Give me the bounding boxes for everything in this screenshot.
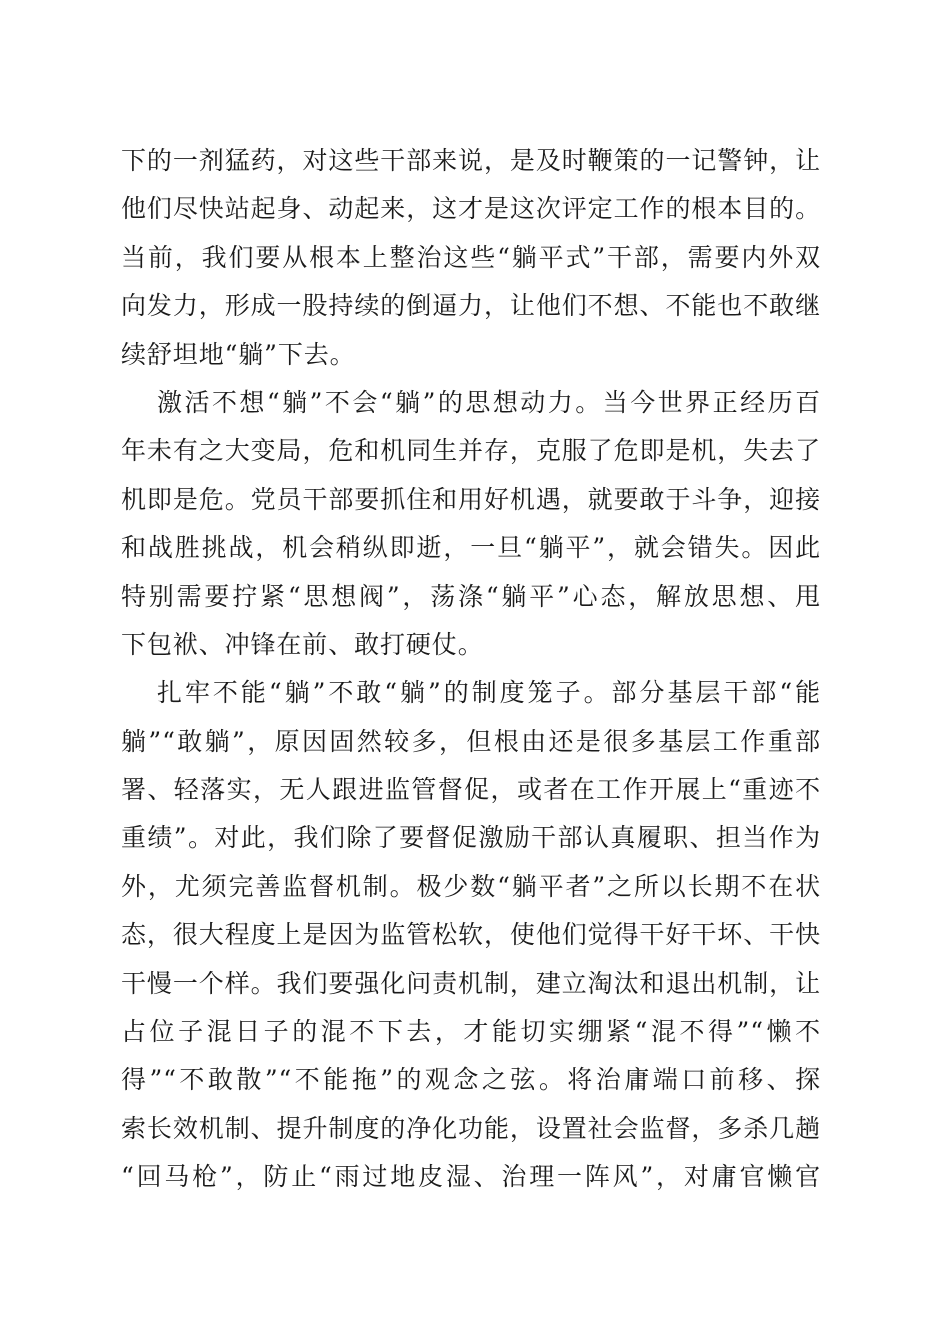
text-line: 续舒坦地“躺”下去。 [121, 339, 356, 369]
body-text [121, 137, 821, 1202]
text-line: 和战胜挑战，机会稍纵即逝，一旦“躺平”，就会错失。因此 [121, 533, 821, 563]
text-line: 下的一剂猛药，对这些干部来说，是及时鞭策的一记警钟，让 [121, 146, 821, 175]
text-line: 特别需要拧紧“思想阀”，荡涤“躺平”心态，解放思想、甩 [121, 581, 821, 611]
text-line: 干慢一个样。我们要强化问责机制，建立淘汰和退出机制，让 [121, 968, 821, 998]
text-line: 躺”“敢躺”，原因固然较多，但根由还是很多基层工作重部 [121, 726, 821, 756]
text-line: 当前，我们要从根本上整治这些“躺平式”干部，需要内外双 [121, 242, 821, 272]
text-line: 索长效机制、提升制度的净化功能，设置社会监督，多杀几趟 [121, 1113, 821, 1143]
paragraph-heading-line: 激活不想“躺”不会“躺”的思想动力。当今世界正经历百 [157, 387, 821, 417]
text-line: 署、轻落实，无人跟进监管督促，或者在工作开展上“重迹不 [121, 775, 821, 805]
text-line: 重绩”。对此，我们除了要督促激励干部认真履职、担当作为 [121, 823, 821, 853]
text-line: “回马枪”，防止“雨过地皮湿、治理一阵风”，对庸官懒官 [121, 1162, 821, 1192]
text-line: 得”“不敢散”“不能拖”的观念之弦。将治庸端口前移、探 [121, 1065, 821, 1095]
text-line: 机即是危。党员干部要抓住和用好机遇，就要敢于斗争，迎接 [121, 484, 821, 514]
paragraph-heading-line: 扎牢不能“躺”不敢“躺”的制度笼子。部分基层干部“能 [157, 678, 821, 708]
text-line: 向发力，形成一股持续的倒逼力，让他们不想、不能也不敢继 [121, 291, 821, 321]
text-line: 占位子混日子的混不下去，才能切实绷紧“混不得”“懒不 [121, 1017, 821, 1047]
text-line: 他们尽快站起身、动起来，这才是这次评定工作的根本目的。 [121, 194, 821, 224]
text-line: 外，尤须完善监督机制。极少数“躺平者”之所以长期不在状 [121, 871, 821, 901]
text-line: 下包袱、冲锋在前、敢打硬仗。 [121, 629, 484, 659]
text-line: 态，很大程度上是因为监管松软，使他们觉得干好干坏、干快 [121, 920, 821, 950]
text-line: 年未有之大变局，危和机同生并存，克服了危即是机，失去了 [121, 436, 821, 466]
